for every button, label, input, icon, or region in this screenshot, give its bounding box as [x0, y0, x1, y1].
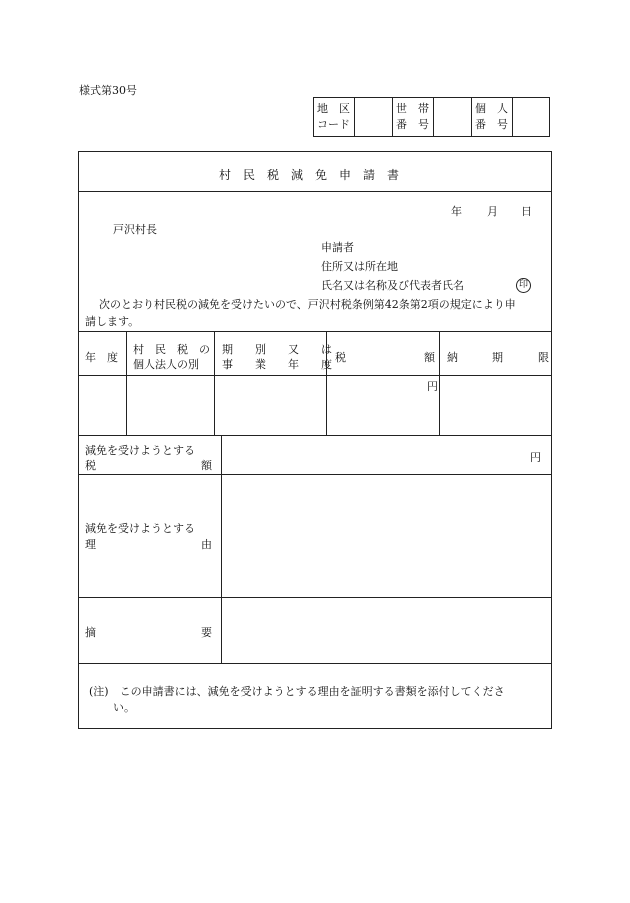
code-boxes: [313, 97, 550, 137]
header-amount-2: 額: [424, 351, 435, 364]
applicant-name-label: 氏名又は名称及び代表者氏名: [321, 279, 464, 292]
header-due-3: 限: [538, 351, 549, 364]
header-tax-type-2: 個人法人の別: [133, 358, 199, 371]
yen-unit: 円: [427, 380, 438, 393]
reduction-amount-label-1: 減免を受けようとする: [85, 444, 195, 457]
addressee: 戸沢村長: [113, 223, 157, 236]
summary-label-1: 摘: [85, 626, 96, 639]
header-tax-type-1: 村 民 税 の: [133, 343, 210, 356]
body-text-line2: 請します。: [85, 315, 140, 328]
applicant-address-label: 住所又は所在地: [321, 260, 398, 273]
header-due: 納: [447, 351, 458, 364]
district-code-value[interactable]: [355, 98, 393, 136]
reason-label-2: 理: [85, 538, 96, 551]
note-line2: い。: [113, 701, 135, 714]
summary-label-2: 要: [201, 626, 212, 639]
application-form: [78, 151, 552, 729]
reduction-yen-unit: 円: [530, 451, 541, 464]
note-line1: (注) この申請書には、減免を受けようとする理由を証明する書類を添付してくださ: [89, 685, 505, 698]
individual-number-label: 個 人 番 号: [472, 98, 513, 136]
reduction-amount-label-2: 税: [85, 459, 96, 472]
header-amount: 税: [335, 351, 346, 364]
date-year-label: 年: [451, 205, 462, 218]
header-due-2: 期: [492, 351, 503, 364]
household-number-label: 世 帯 番 号: [393, 98, 434, 136]
header-period-2: 事 業 年 度: [222, 358, 332, 371]
form-number: 様式第30号: [79, 84, 137, 97]
date-day-label: 日: [521, 205, 532, 218]
date-month-label: 月: [487, 205, 498, 218]
individual-number-value[interactable]: [513, 98, 549, 136]
header-period-1: 期 別 又 は: [222, 343, 332, 356]
applicant-label: 申請者: [321, 241, 354, 254]
household-number-value[interactable]: [434, 98, 472, 136]
district-code-label: 地 区 コード: [314, 98, 355, 136]
reduction-amount-label-3: 額: [201, 459, 212, 472]
reason-label-1: 減免を受けようとする: [85, 522, 195, 535]
seal-mark: 印: [516, 277, 531, 293]
form-title: 村民税減免申請書: [218, 168, 411, 182]
body-text-line1: 次のとおり村民税の減免を受けたいので、戸沢村税条例第42条第2項の規定により申: [99, 298, 516, 311]
reason-label-3: 由: [201, 538, 212, 551]
header-year: 年 度: [85, 351, 118, 364]
